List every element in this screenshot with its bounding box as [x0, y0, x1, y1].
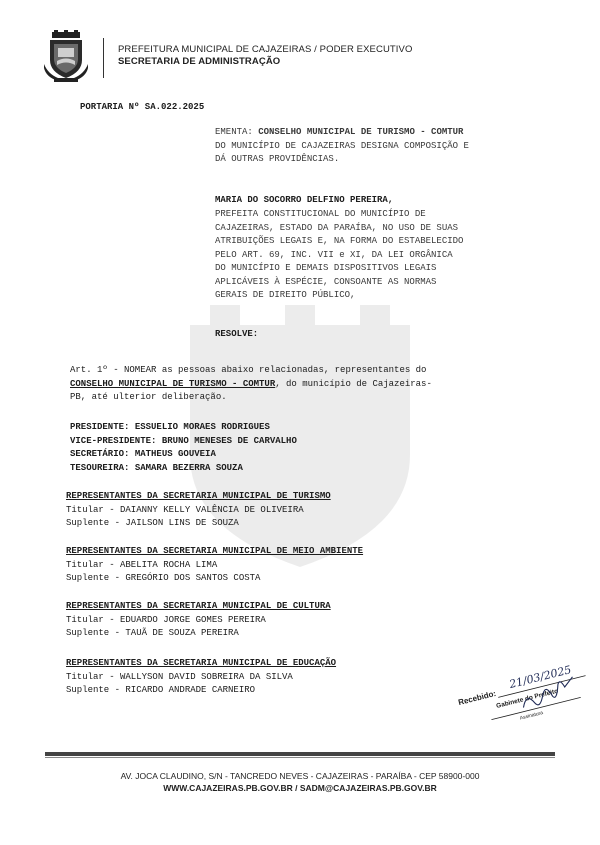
footer-address: AV. JOCA CLAUDINO, S/N - TANCREDO NEVES - CAJAZEIRAS - PARAÍBA - CEP 58900-000	[120, 771, 480, 781]
preamble-line: GERAIS DE DIREITO PÚBLICO,	[215, 290, 356, 300]
rep-section-title: REPRESENTANTES DA SECRETARIA MUNICIPAL DE MEIO AMBIENTE	[66, 546, 364, 556]
article-line-3: PB, até ulterior deliberação.	[70, 392, 227, 402]
rep-section-title: REPRESENTANTES DA SECRETARIA MUNICIPAL DE EDUCAÇÃO	[66, 658, 337, 668]
footer-rule	[45, 752, 555, 756]
rep-suplente: Suplente - JAILSON LINS DE SOUZA	[66, 518, 239, 528]
portaria-number: PORTARIA Nº SA.022.2025	[80, 102, 205, 112]
article-council-name: CONSELHO MUNICIPAL DE TURISMO - COMTUR	[70, 378, 276, 389]
ementa-line-1	[215, 126, 469, 140]
rep-section-educacao	[66, 657, 336, 698]
ementa-line-3: DÁ OUTRAS PROVIDÊNCIAS.	[215, 154, 340, 164]
article-1	[70, 364, 432, 405]
footer-web-email[interactable]: WWW.CAJAZEIRAS.PB.GOV.BR / SADM@CAJAZEIRAS.PB.GOV.BR	[163, 783, 437, 793]
board-role: PRESIDENTE:	[70, 422, 130, 432]
receipt-stamp	[448, 645, 598, 725]
preamble-line: PELO ART. 69, INC. VII e XI, DA LEI ORGÂNICA	[215, 249, 453, 260]
rep-titular: Titular - EDUARDO JORGE GOMES PEREIRA	[66, 614, 266, 625]
header-secretaria: SECRETARIA DE ADMINISTRAÇÃO	[118, 56, 281, 67]
board-member-name: MATHEUS GOUVEIA	[134, 449, 216, 459]
board-vice-president	[70, 435, 297, 449]
stamp-recebido: Recebido:	[457, 688, 497, 708]
board-member-name: SAMARA BEZERRA SOUZA	[134, 462, 243, 473]
rep-titular: Titular - WALLYSON DAVID SOBREIRA DA SILVA	[66, 671, 293, 682]
board-president	[70, 421, 297, 435]
stamp-date: 21/03/2025	[507, 663, 573, 692]
board-member-name: ESSUELIO MORAES RODRIGUES	[134, 422, 270, 432]
preamble-line: DO MUNICÍPIO E DEMAIS DISPOSITIVOS LEGAIS	[215, 263, 437, 273]
rep-suplente: Suplente - GREGÓRIO DOS SANTOS COSTA	[66, 573, 261, 583]
header-divider	[103, 38, 104, 78]
rep-section-meio-ambiente	[66, 545, 363, 586]
board-role: VICE-PRESIDENTE:	[70, 435, 157, 446]
article-line-2-rest: , do município de Cajazeiras-	[275, 378, 432, 389]
stamp-gabinete: Gabinete do Prefeito	[495, 687, 559, 710]
board-member-name: BRUNO MENESES DE CARVALHO	[161, 435, 297, 446]
footer-rule-thin	[45, 757, 555, 758]
board-secretary	[70, 448, 297, 462]
ementa-block	[215, 126, 469, 167]
preamble-line: ATRIBUIÇÕES LEGAIS E, NA FORMA DO ESTABELECIDO	[215, 236, 464, 246]
ementa-line-2: DO MUNICÍPIO DE CAJAZEIRAS DESIGNA COMPOSIÇÃO E	[215, 140, 469, 151]
header-prefeitura: PREFEITURA MUNICIPAL DE CAJAZEIRAS / PODER EXECUTIVO	[118, 44, 413, 55]
preamble-line: PREFEITA CONSTITUCIONAL DO MUNICÍPIO DE	[215, 209, 426, 219]
board-role: TESOUREIRA:	[70, 462, 130, 473]
article-line-1: Art. 1º - NOMEAR as pessoas abaixo relacionadas, representantes do	[70, 365, 427, 375]
preamble-line: CAJAZEIRAS, ESTADO DA PARAÍBA, NO USO DE SUAS	[215, 222, 459, 233]
rep-suplente: Suplente - RICARDO ANDRADE CARNEIRO	[66, 685, 256, 695]
rep-titular: Titular - ABELITA ROCHA LIMA	[66, 559, 218, 570]
mayor-preamble	[215, 208, 463, 303]
ementa-council-title: CONSELHO MUNICIPAL DE TURISMO - COMTUR	[258, 127, 464, 137]
rep-section-title: REPRESENTANTES DA SECRETARIA MUNICIPAL DE TURISMO	[66, 491, 331, 501]
board-list	[70, 421, 297, 475]
rep-section-cultura	[66, 600, 331, 641]
rep-suplente: Suplente - TAUÃ DE SOUZA PEREIRA	[66, 628, 239, 638]
resolve-heading: RESOLVE:	[215, 329, 259, 339]
preamble-line: APLICÁVEIS À ESPÉCIE, CONSOANTE AS NORMAS	[215, 276, 437, 287]
ementa-label: EMENTA:	[215, 127, 253, 137]
mayor-name: MARIA DO SOCORRO DELFINO PEREIRA,	[215, 195, 394, 205]
board-treasurer	[70, 462, 297, 476]
article-line-2	[70, 378, 432, 392]
stamp-assinatura: Assinatura	[519, 710, 544, 722]
municipal-coat-of-arms-icon	[44, 30, 88, 82]
rep-section-turismo	[66, 490, 331, 531]
rep-titular: Titular - DAIANNY KELLY VALÊNCIA DE OLIVEIRA	[66, 504, 304, 515]
board-role: SECRETÁRIO:	[70, 449, 130, 459]
rep-section-title: REPRESENTANTES DA SECRETARIA MUNICIPAL DE CULTURA	[66, 601, 331, 611]
